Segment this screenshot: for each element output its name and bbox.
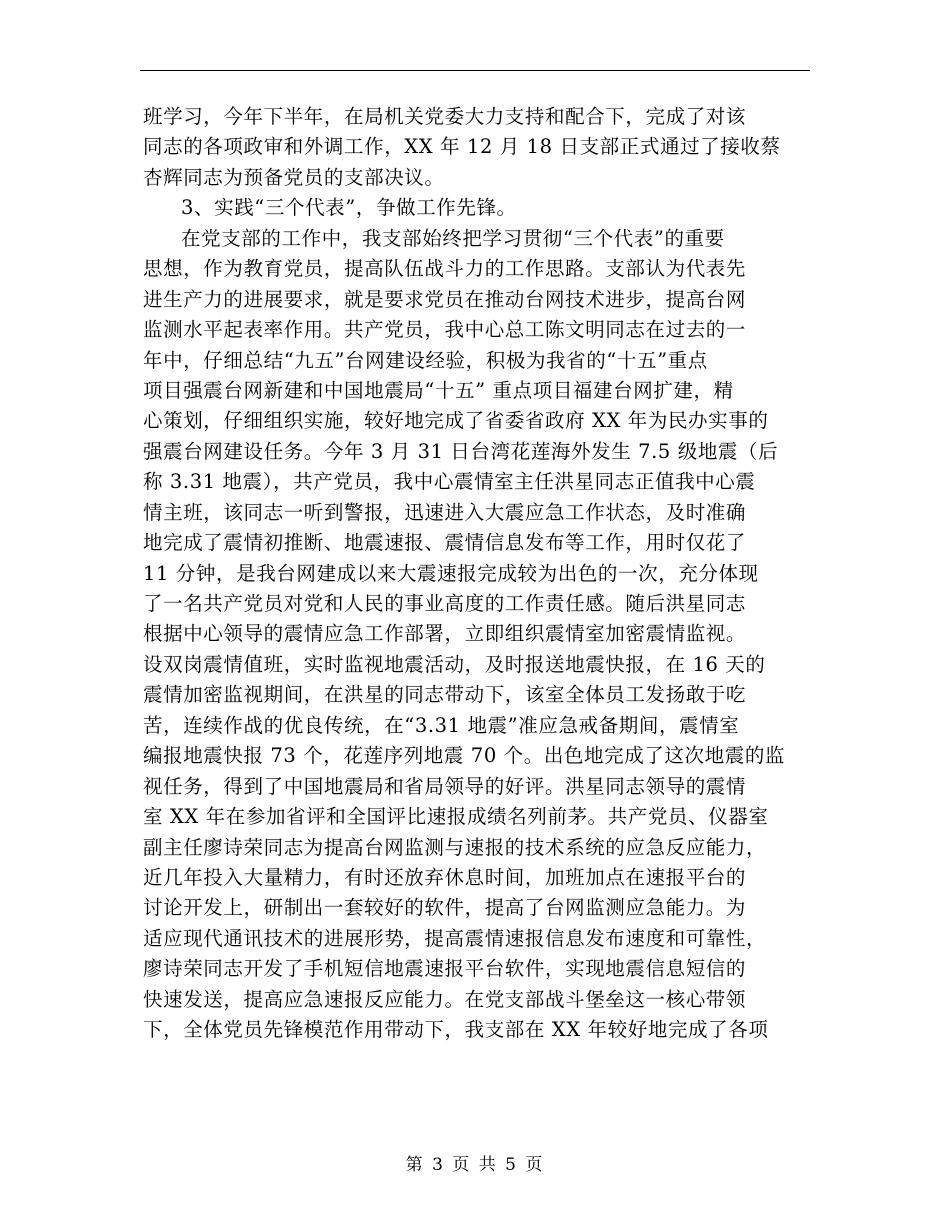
body-line: 心策划，仔细组织实施，较好地完成了省委省政府 XX 年为民办实事的	[143, 409, 769, 433]
page-number: 第 3 页 共 5 页	[405, 1155, 545, 1175]
body-line: 下，全体党员先锋模范作用带动下，我支部在 XX 年较好地完成了各项	[143, 1018, 769, 1042]
body-line: 强震台网建设任务。今年 3 月 31 日台湾花莲海外发生 7.5 级地震（后	[143, 439, 779, 463]
body-line: 震情加密监视期间，在洪星的同志带动下，该室全体员工发扬敢于吃	[143, 683, 747, 707]
body-line: 副主任廖诗荣同志为提高台网监测与速报的技术系统的应急反应能力，	[143, 835, 767, 859]
body-line: 3、实践“三个代表”，争做工作先锋。	[181, 196, 517, 220]
body-line: 杏辉同志为预备党员的支部决议。	[143, 165, 445, 189]
body-line: 年中，仔细总结“九五”台网建设经验，积极为我省的“十五”重点	[143, 348, 708, 372]
body-line: 根据中心领导的震情应急工作部署，立即组织震情室加密震情监视。	[143, 622, 747, 646]
body-line: 编报地震快报 73 个，花莲序列地震 70 个。出色地完成了这次地震的监	[143, 744, 786, 768]
body-line: 项目强震台网新建和中国地震局“十五” 重点项目福建台网扩建，精	[143, 378, 734, 402]
body-line: 11 分钟，是我台网建成以来大震速报完成较为出色的一次，充分体现	[143, 561, 759, 585]
body-line: 苦，连续作战的优良传统，在“3.31 地震”准应急戒备期间，震情室	[143, 713, 740, 737]
body-line: 近几年投入大量精力，有时还放弃休息时间，加班加点在速报平台的	[143, 865, 747, 889]
body-line: 讨论开发上，研制出一套较好的软件，提高了台网监测应急能力。为	[143, 896, 747, 920]
body-line: 适应现代通讯技术的进展形势，提高震情速报信息发布速度和可靠性，	[143, 926, 767, 950]
body-line: 快速发送，提高应急速报反应能力。在党支部战斗堡垒这一核心带领	[143, 987, 747, 1011]
header-rule	[140, 70, 810, 71]
body-line: 了一名共产党员对党和人民的事业高度的工作责任感。随后洪星同志	[143, 592, 747, 615]
document-body	[143, 102, 813, 1046]
body-line: 监测水平起表率作用。共产党员，我中心总工陈文明同志在过去的一	[143, 318, 747, 342]
body-line: 情主班，该同志一听到警报，迅速进入大震应急工作状态，及时准确	[143, 500, 747, 524]
body-line: 进生产力的进展要求，就是要求党员在推动台网技术进步，提高台网	[143, 287, 747, 311]
body-line: 室 XX 年在参加省评和全国评比速报成绩名列前茅。共产党员、仪器室	[143, 805, 769, 829]
body-line: 设双岗震情值班，实时监视地震活动，及时报送地震快报，在 16 天的	[143, 652, 766, 676]
body-line: 称 3.31 地震），共产党员，我中心震情室主任洪星同志正值我中心震	[143, 470, 756, 494]
body-line: 廖诗荣同志开发了手机短信地震速报平台软件，实现地震信息短信的	[143, 957, 747, 981]
body-line: 班学习，今年下半年，在局机关党委大力支持和配合下，完成了对该	[143, 105, 747, 128]
body-line: 地完成了震情初推断、地震速报、震情信息发布等工作，用时仅花了	[143, 531, 747, 555]
body-line: 思想，作为教育党员，提高队伍战斗力的工作思路。支部认为代表先	[143, 257, 747, 281]
body-line: 在党支部的工作中，我支部始终把学习贯彻“三个代表”的重要	[181, 226, 725, 250]
body-line: 同志的各项政审和外调工作，XX 年 12 月 18 日支部正式通过了接收蔡	[143, 135, 781, 159]
body-line: 视任务，得到了中国地震局和省局领导的好评。洪星同志领导的震情	[143, 774, 747, 798]
